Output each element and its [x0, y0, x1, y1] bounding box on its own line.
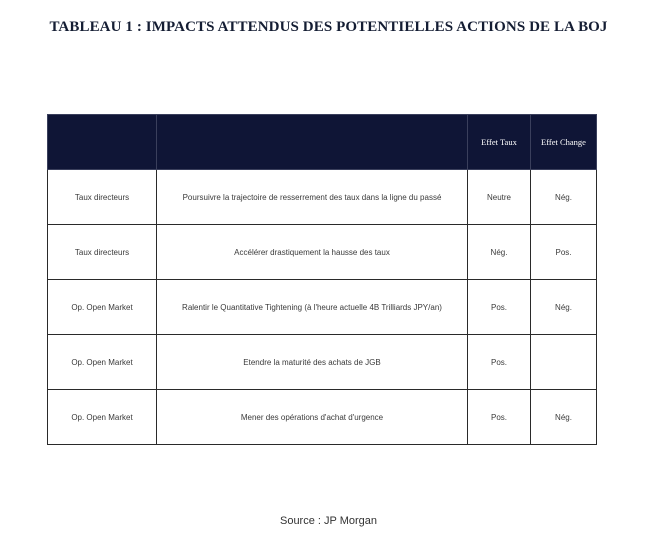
- boj-impacts-table: [47, 114, 597, 445]
- cell-effet-taux: Pos.: [468, 390, 531, 445]
- cell-effet-change: Nég.: [531, 280, 597, 335]
- cell-effet-change: [531, 335, 597, 390]
- header-effet-taux: Effet Taux: [468, 115, 531, 170]
- header-row: [48, 115, 597, 170]
- cell-effet-taux: Neutre: [468, 170, 531, 225]
- cell-action: Accélérer drastiquement la hausse des taux: [157, 225, 468, 280]
- cell-category: Op. Open Market: [48, 390, 157, 445]
- cell-effet-taux: Pos.: [468, 280, 531, 335]
- table-row: [48, 390, 597, 445]
- cell-effet-change: Nég.: [531, 390, 597, 445]
- cell-action: Etendre la maturité des achats de JGB: [157, 335, 468, 390]
- table-body: [48, 170, 597, 445]
- cell-category: Op. Open Market: [48, 280, 157, 335]
- cell-category: Taux directeurs: [48, 170, 157, 225]
- source-note: Source : JP Morgan: [279, 515, 377, 527]
- header-effet-change: Effet Change: [531, 115, 597, 170]
- table-row: [48, 280, 597, 335]
- table-header: [48, 115, 597, 170]
- cell-effet-change: Nég.: [531, 170, 597, 225]
- cell-effet-taux: Nég.: [468, 225, 531, 280]
- table-title: TABLEAU 1 : IMPACTS ATTENDUS DES POTENTIELLES ACTIONS DE LA BOJ: [49, 19, 608, 35]
- header-category: [48, 115, 157, 170]
- table-row: [48, 335, 597, 390]
- table-row: [48, 225, 597, 280]
- cell-action: Ralentir le Quantitative Tightening (à l'heure actuelle 4B Trilliards JPY/an): [157, 280, 468, 335]
- cell-category: Op. Open Market: [48, 335, 157, 390]
- cell-effet-change: Pos.: [531, 225, 597, 280]
- cell-category: Taux directeurs: [48, 225, 157, 280]
- cell-action: Mener des opérations d'achat d'urgence: [157, 390, 468, 445]
- table-row: [48, 170, 597, 225]
- cell-action: Poursuivre la trajectoire de resserrement des taux dans la ligne du passé: [157, 170, 468, 225]
- cell-effet-taux: Pos.: [468, 335, 531, 390]
- header-action: [157, 115, 468, 170]
